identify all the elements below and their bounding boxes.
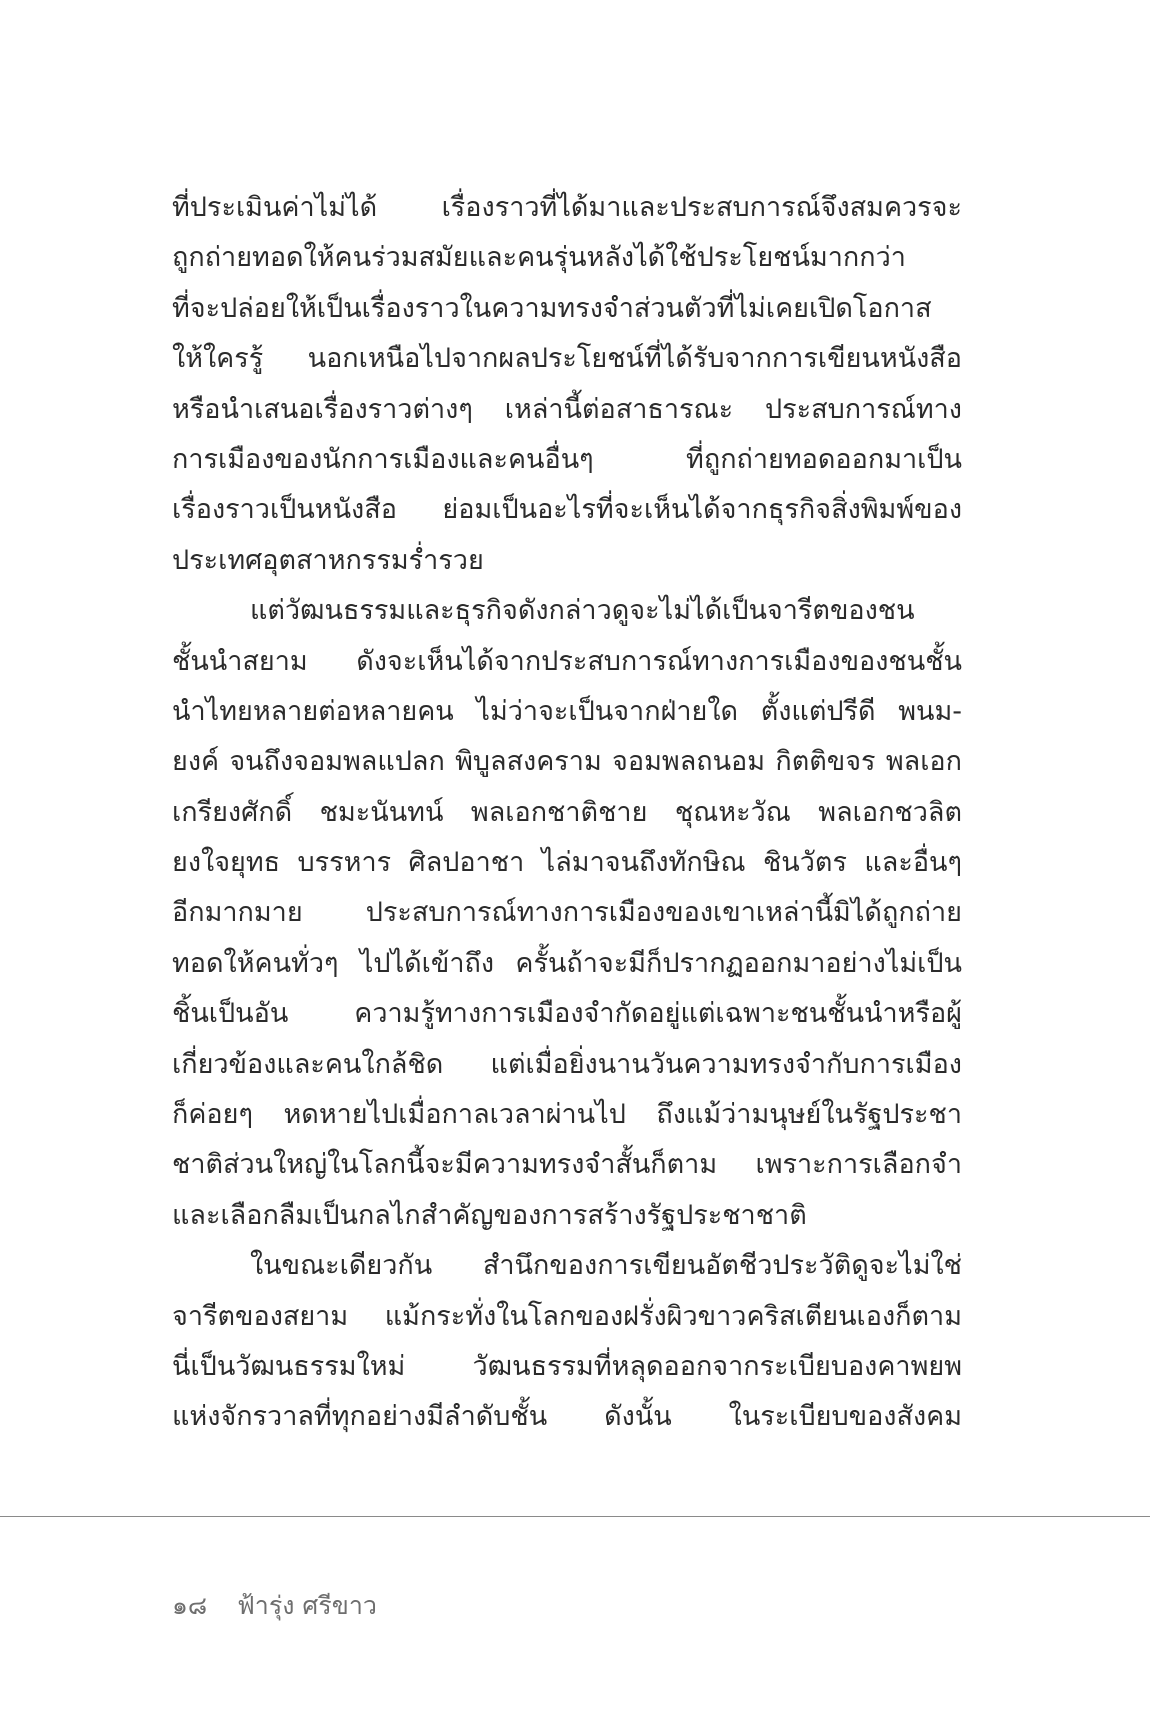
text-line: อีกมากมาย ประสบการณ์ทางการเมืองของเขาเหล่านี้มิได้ถูกถ่าย: [172, 897, 962, 929]
text-line: หรือนำเสนอเรื่องราวต่างๆ เหล่านี้ต่อสาธารณะ ประสบการณ์ทาง: [172, 393, 962, 425]
text-line: ถูกถ่ายทอดให้คนร่วมสมัยและคนรุ่นหลังได้ใช้ประโยชน์มากกว่า: [172, 242, 906, 274]
text-line: เกรียงศักดิ์ ชมะนันทน์ พลเอกชาติชาย ชุณหะวัณ พลเอกชวลิต: [172, 796, 962, 828]
text-line: ก็ค่อยๆ หดหายไปเมื่อกาลเวลาผ่านไป ถึงแม้ว่ามนุษย์ในรัฐประชา: [172, 1099, 962, 1131]
text-line: จารีตของสยาม แม้กระทั่งในโลกของฝรั่งผิวขาวคริสเตียนเองก็ตาม: [172, 1300, 962, 1332]
text-line: ให้ใครรู้ นอกเหนือไปจากผลประโยชน์ที่ได้รับจากการเขียนหนังสือ: [172, 343, 962, 375]
paragraph-end-line: ประเทศอุตสาหกรรมร่ำรวย: [172, 544, 484, 576]
page-number: ๑๘: [172, 1591, 208, 1620]
paragraph-start-line: แต่วัฒนธรรมและธุรกิจดังกล่าวดูจะไม่ได้เป็นจารีตของชน: [250, 595, 915, 627]
text-line: การเมืองของนักการเมืองและคนอื่นๆ ที่ถูกถ่ายทอดออกมาเป็น: [172, 443, 962, 475]
footer-divider: [0, 1516, 1150, 1517]
text-line: ยงใจยุทธ บรรหาร ศิลปอาชา ไล่มาจนถึงทักษิณ ชินวัตร และอื่นๆ: [172, 847, 962, 879]
running-footer-author: ฟ้ารุ่ง ศรีขาว: [237, 1591, 377, 1620]
text-line: ชิ้นเป็นอัน ความรู้ทางการเมืองจำกัดอยู่แต่เฉพาะชนชั้นนำหรือผู้: [172, 998, 962, 1030]
text-line: ชาติส่วนใหญ่ในโลกนี้จะมีความทรงจำสั้นก็ตาม เพราะการเลือกจำ: [172, 1149, 962, 1181]
paragraph-start-line: ในขณะเดียวกัน สำนึกของการเขียนอัตชีวประวัติดูจะไม่ใช่: [250, 1250, 962, 1282]
text-line: เกี่ยวข้องและคนใกล้ชิด แต่เมื่อยิ่งนานวันความทรงจำกับการเมือง: [172, 1048, 962, 1080]
text-line: เรื่องราวเป็นหนังสือ ย่อมเป็นอะไรที่จะเห็นได้จากธุรกิจสิ่งพิมพ์ของ: [172, 494, 962, 526]
text-line: นำไทยหลายต่อหลายคน ไม่ว่าจะเป็นจากฝ่ายใด ตั้งแต่ปรีดี พนม-: [172, 695, 962, 727]
body-text: [172, 183, 962, 1443]
text-line: ทอดให้คนทั่วๆ ไปได้เข้าถึง ครั้นถ้าจะมีก็ปรากฏออกมาอย่างไม่เป็น: [172, 947, 962, 979]
text-line: ที่จะปล่อยให้เป็นเรื่องราวในความทรงจำส่วนตัวที่ไม่เคยเปิดโอกาส: [172, 292, 932, 324]
text-line: แห่งจักรวาลที่ทุกอย่างมีลำดับชั้น ดังนั้น ในระเบียบของสังคม: [172, 1401, 962, 1433]
text-line: ที่ประเมินค่าไม่ได้ เรื่องราวที่ได้มาและประสบการณ์จึงสมควรจะ: [172, 192, 962, 223]
paragraph-end-line: และเลือกลืมเป็นกลไกสำคัญของการสร้างรัฐประชาชาติ: [172, 1199, 807, 1231]
text-line: นี่เป็นวัฒนธรรมใหม่ วัฒนธรรมที่หลุดออกจากระเบียบองคาพยพ: [172, 1350, 962, 1382]
page-footer: [172, 1586, 377, 1626]
text-line: ชั้นนำสยาม ดังจะเห็นได้จากประสบการณ์ทางการเมืองของชนชั้น: [172, 645, 962, 677]
text-line: ยงค์ จนถึงจอมพลแปลก พิบูลสงคราม จอมพลถนอม กิตติขจร พลเอก: [172, 746, 962, 778]
